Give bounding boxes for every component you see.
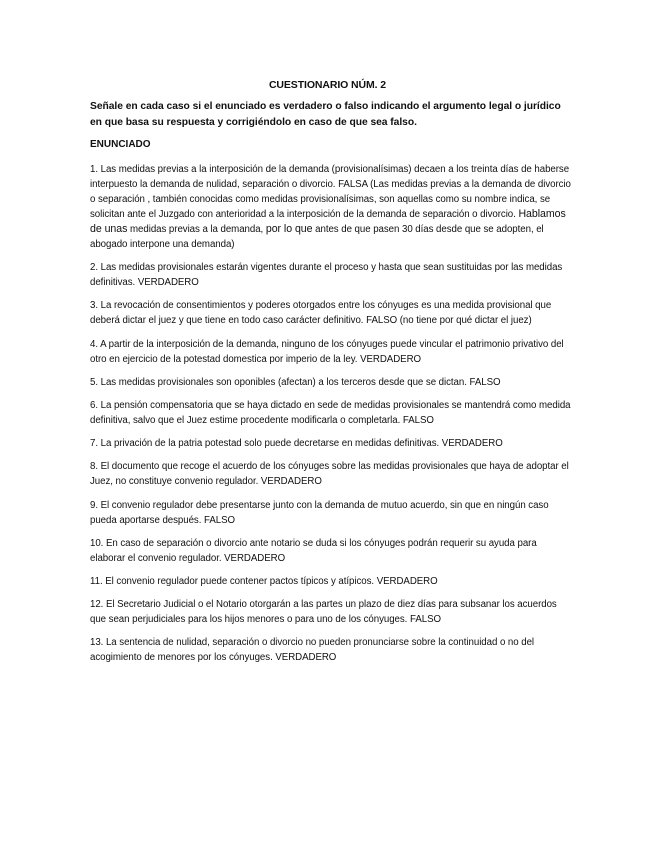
section-label: ENUNCIADO <box>90 139 151 150</box>
question-list <box>90 162 572 673</box>
answer-note: medidas previas a la demanda, <box>130 224 264 235</box>
document-title: CUESTIONARIO NÚM. 2 <box>268 79 387 91</box>
question-answer: FALSO <box>204 514 236 526</box>
question-text: 3. La revocación de consentimientos y poderes otorgados entre los cónyuges es una medida provisional que deberá dictar el juez y que tiene en todo caso carácter definitivo. <box>90 300 552 327</box>
answer-note: por lo que <box>265 223 313 235</box>
question-9 <box>90 498 572 528</box>
question-text: 7. La privación de la patria potestad solo puede decretarse en medidas definitivas. <box>90 438 440 450</box>
answer-note: antes de que pasen 30 días desde que se adopten, el abogado interpone una demanda) <box>90 224 544 250</box>
question-text: 1. Las medidas previas a la interposición de la demanda (provisionalísimas) decaen a los treinta días de haberse interpuesto la demanda de nulidad, separación o divorcio. <box>90 164 570 190</box>
question-answer: VERDADERO <box>260 476 322 488</box>
question-answer: VERDADERO <box>360 353 422 365</box>
question-answer: FALSO <box>402 414 434 426</box>
question-12 <box>90 597 572 627</box>
question-answer: VERDADERO <box>441 438 503 450</box>
question-text: 6. La pensión compensatoria que se haya dictado en sede de medidas provisionales se mantendrá como medida definitiva, salvo que el Juez estime procedente modificarla o completarla. <box>90 399 571 426</box>
question-13 <box>90 635 572 665</box>
question-text: 11. El convenio regulador puede contener pactos típicos y atípicos. <box>90 575 375 587</box>
question-text: 10. En caso de separación o divorcio ante notario se duda si los cónyuges podrán requerir su ayuda para elaborar el convenio regulador. <box>90 537 537 564</box>
question-6 <box>90 398 572 428</box>
question-5 <box>90 375 572 390</box>
question-answer: VERDADERO <box>224 552 286 564</box>
question-1 <box>90 162 572 252</box>
question-2 <box>90 260 572 290</box>
question-4 <box>90 337 572 367</box>
question-answer: VERDADERO <box>376 575 438 587</box>
question-text: 13. La sentencia de nulidad, separación o divorcio no pueden pronunciarse sobre la continuidad o no del acogimiento de menores por los cónyuges. <box>90 637 535 664</box>
question-answer: VERDADERO <box>137 277 199 289</box>
question-8 <box>90 459 572 489</box>
question-text: 5. Las medidas provisionales son oponibles (afectan) a los terceros desde que se dictan. <box>90 376 467 388</box>
question-answer: FALSA <box>338 179 368 190</box>
question-3 <box>90 298 572 328</box>
question-text: 2. Las medidas provisionales estarán vigentes durante el proceso y hasta que sean sustituidas por las medidas definitivas. <box>90 262 563 289</box>
instructions: Señale en cada caso si el enunciado es verdadero o falso indicando el argumento legal o jurídico en que basa su respuesta y corrigiéndolo en caso de que sea falso. <box>90 101 561 128</box>
question-text: 12. El Secretario Judicial o el Notario otorgarán a las partes un plazo de diez días para subsanar los acuerdos que sean perjudiciales para los hijos menores o para uno de los cónyuges. <box>90 599 557 626</box>
question-answer: VERDADERO <box>275 652 337 664</box>
question-10 <box>90 536 572 566</box>
question-answer: FALSO <box>409 614 441 626</box>
answer-note: Hablamos de unas <box>90 208 566 235</box>
question-11 <box>90 574 572 589</box>
question-text: 4. A partir de la interposición de la demanda, ninguno de los cónyuges puede vincular el patrimonio privativo del otro en ejercicio de la potestad domestica por imperio de la ley. <box>90 338 564 365</box>
question-text: 9. El convenio regulador debe presentarse junto con la demanda de mutuo acuerdo, sin que en ningún caso pueda aportarse después. <box>90 499 549 526</box>
question-answer: FALSO <box>469 376 501 388</box>
question-text: 8. El documento que recoge el acuerdo de los cónyuges sobre las medidas provisionales que haya de adoptar el Juez, no constituye convenio regulador. <box>90 461 569 488</box>
answer-note: (Las medidas previas a la demanda de divorcio o separación , también conocidas como medidas provisionalísimas, son aquellas como su nombre indica, se solicitan ante el Juzgado con anterioridad a la interposición de la demanda de separación o divorcio. <box>90 179 571 220</box>
question-7 <box>90 436 572 451</box>
question-answer: FALSO (no tiene por qué dictar el juez) <box>366 315 532 327</box>
